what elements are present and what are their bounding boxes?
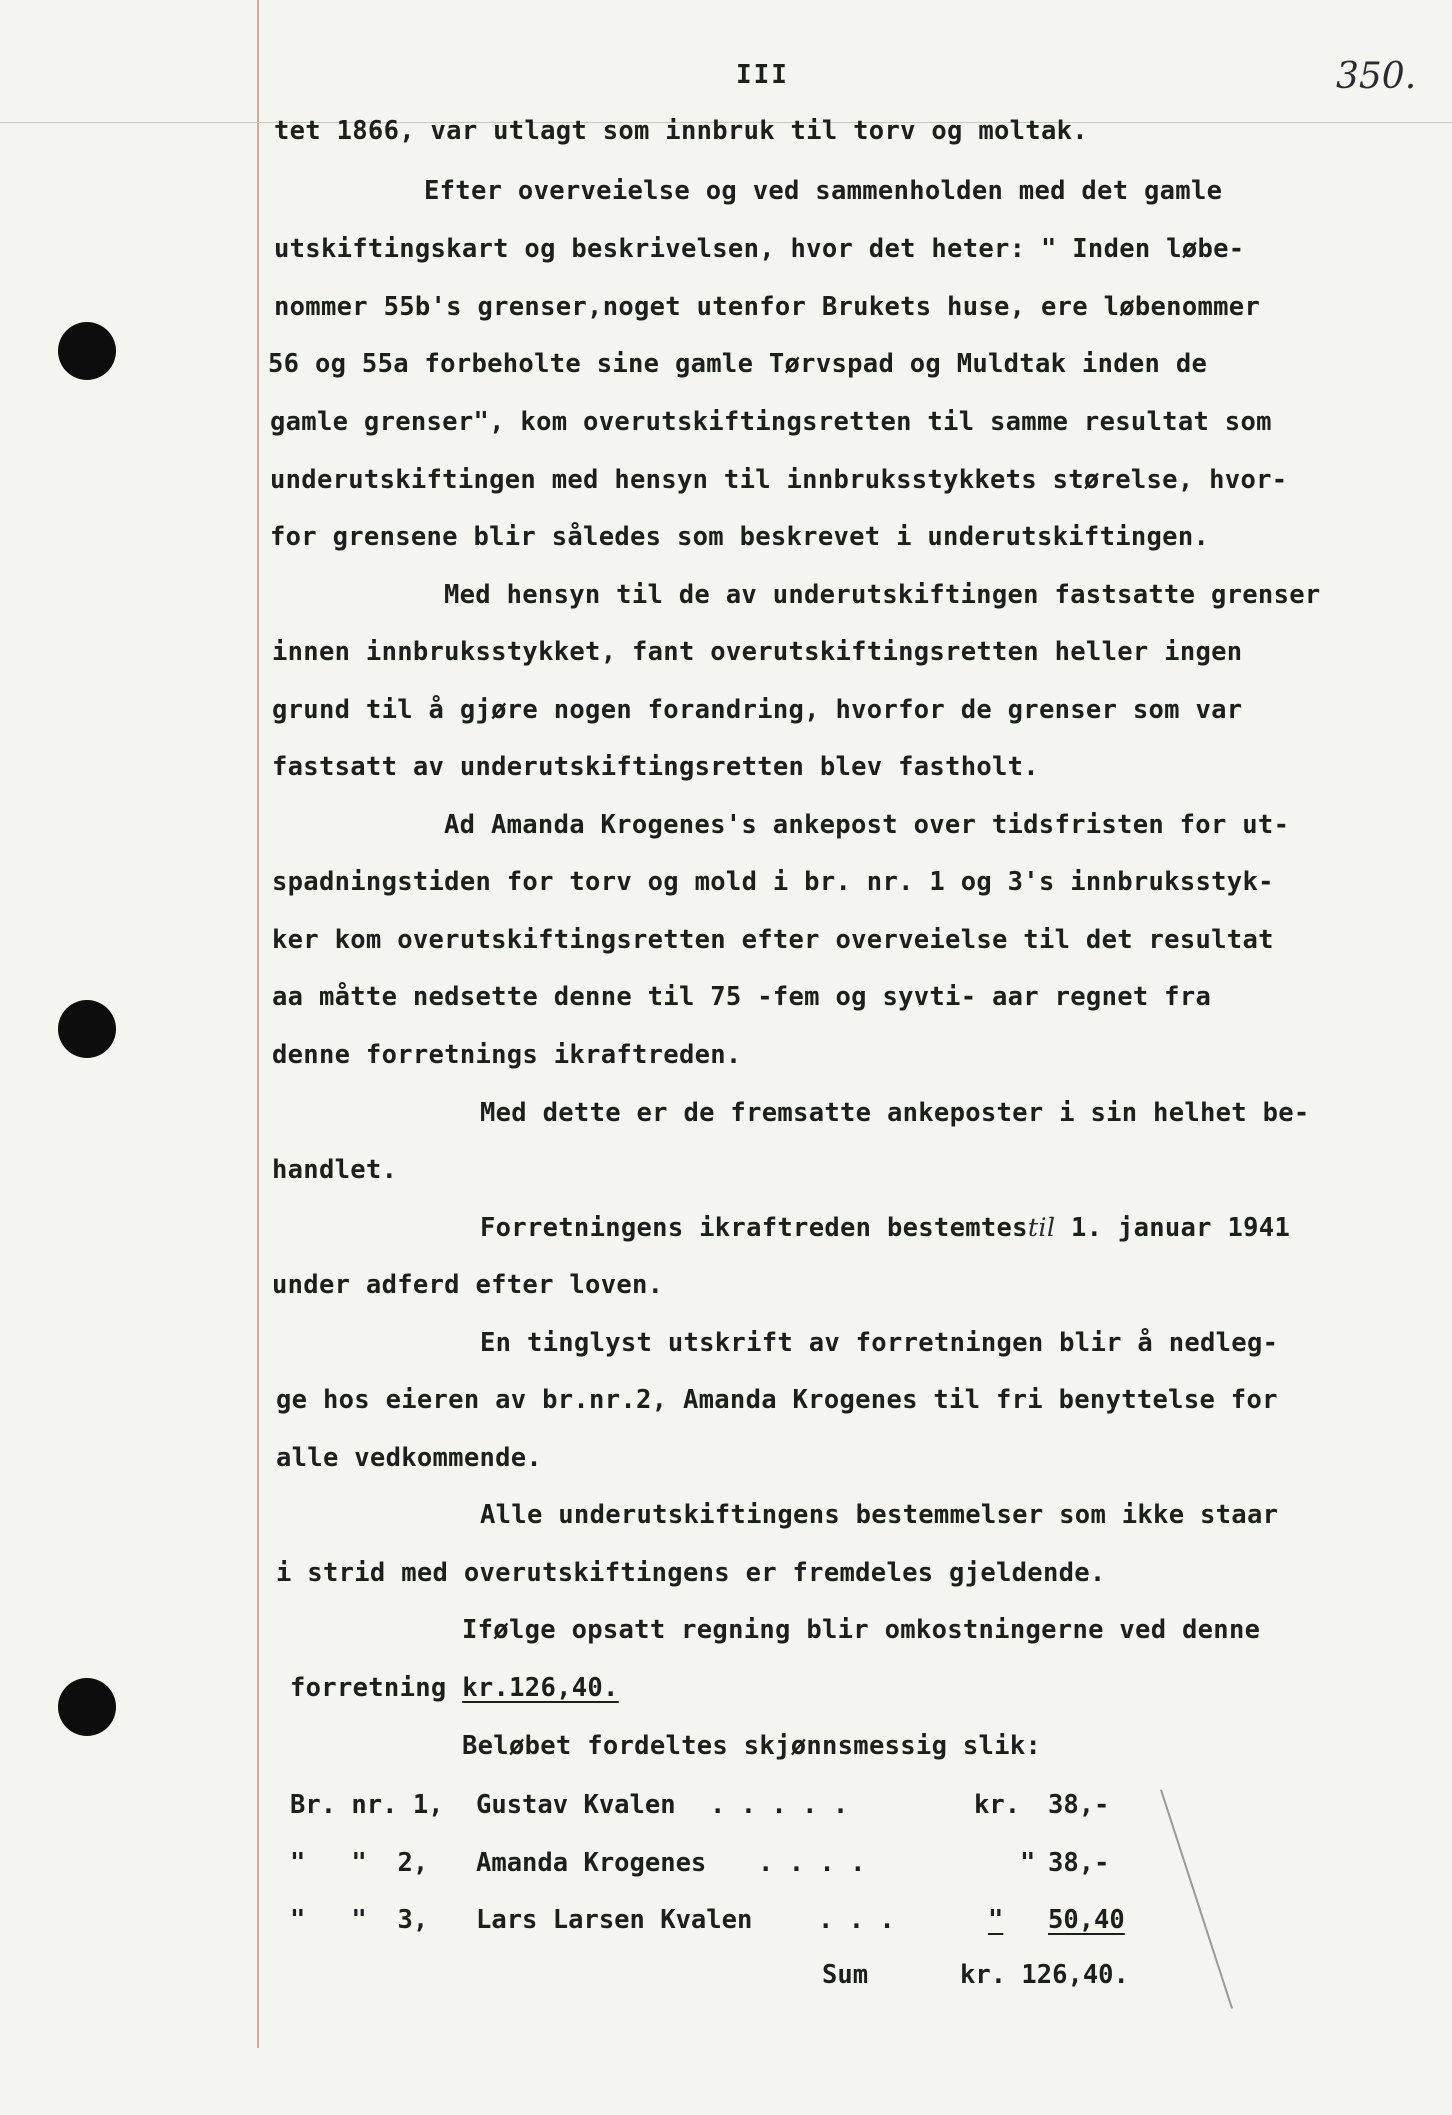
ledger-dots: . . . . . <box>710 1790 849 1820</box>
ledger-ref: Br. nr. 1, <box>290 1790 444 1820</box>
text-line: Ad Amanda Krogenes's ankepost over tidsfristen for ut- <box>444 810 1290 840</box>
page-number: 350. <box>1336 56 1417 97</box>
text-line: tet 1866, var utlagt som innbruk til torv og moltak. <box>274 116 1088 146</box>
ledger-row <box>290 1790 1140 1824</box>
cost-amount: kr.126,40. <box>462 1673 619 1703</box>
ledger-ref: " " 2, <box>290 1848 429 1878</box>
ledger-sum-row <box>290 1960 1140 1994</box>
text-line: Med dette er de fremsatte ankeposter i sin helhet be- <box>480 1098 1310 1128</box>
ledger-sum-label: Sum <box>822 1960 869 1990</box>
ledger-currency: " <box>1020 1848 1036 1878</box>
text-line: handlet. <box>272 1155 398 1185</box>
page-roman-numeral: III <box>736 60 789 90</box>
text-line: En tinglyst utskrift av forretningen blir å nedleg- <box>480 1328 1279 1358</box>
ledger-name: Amanda Krogenes <box>476 1848 707 1878</box>
text-line: Beløbet fordeltes skjønnsmessig slik: <box>462 1731 1042 1761</box>
text-line: Efter overveielse og ved sammenholden med det gamle <box>424 176 1223 206</box>
ledger-name: Gustav Kvalen <box>476 1790 676 1820</box>
ledger-dots: . . . . <box>758 1848 866 1878</box>
text-line: underutskiftingen med hensyn til innbruksstykkets størelse, hvor- <box>270 465 1288 495</box>
text-line: fastsatt av underutskiftingsretten blev fastholt. <box>272 752 1039 782</box>
text-line: Med hensyn til de av underutskiftingen fastsatte grenser <box>444 580 1321 610</box>
punch-hole <box>58 322 116 380</box>
text-line: spadningstiden for torv og mold i br. nr. 1 og 3's innbruksstyk- <box>272 867 1274 897</box>
text-line: for grensene blir således som beskrevet i underutskiftingen. <box>270 522 1210 552</box>
ledger-currency: kr. <box>974 1790 1021 1820</box>
text-line: utskiftingskart og beskrivelsen, hvor det heter: " Inden løbe- <box>274 234 1245 264</box>
margin-line <box>257 0 259 2048</box>
text-line: denne forretnings ikraftreden. <box>272 1040 742 1070</box>
ledger-row <box>290 1905 1140 1939</box>
ledger-row <box>290 1848 1140 1882</box>
ledger-amount: 38,- <box>1048 1848 1110 1878</box>
ledger-name: Lars Larsen Kvalen <box>476 1905 753 1935</box>
text-line: under adferd efter loven. <box>272 1270 664 1300</box>
text-line: nommer 55b's grenser,noget utenfor Brukets huse, ere løbenommer <box>274 292 1261 322</box>
text-line: ker kom overutskiftingsretten efter overveielse til det resultat <box>272 925 1274 955</box>
text-line: innen innbruksstykket, fant overutskiftingsretten heller ingen <box>272 637 1243 667</box>
text-segment: forretning <box>290 1673 463 1703</box>
text-line: grund til å gjøre nogen forandring, hvorfor de grenser som var <box>272 695 1243 725</box>
ledger-sum-amount: kr. 126,40. <box>960 1960 1129 1990</box>
handwritten-insert: til <box>1027 1213 1056 1243</box>
text-line: 56 og 55a forbeholte sine gamle Tørvspad og Muldtak inden de <box>268 349 1208 379</box>
punch-hole <box>58 1678 116 1736</box>
ledger-dots: . . . <box>818 1905 895 1935</box>
text-line <box>290 1673 619 1703</box>
ledger-amount: 38,- <box>1048 1790 1110 1820</box>
ledger-ref: " " 3, <box>290 1905 429 1935</box>
text-line: ge hos eieren av br.nr.2, Amanda Krogenes til fri benyttelse for <box>276 1385 1278 1415</box>
text-segment: Forretningens ikraftreden bestemtes <box>480 1213 1028 1243</box>
punch-hole <box>58 1000 116 1058</box>
text-segment: 1. januar 1941 <box>1055 1213 1291 1243</box>
text-line: i strid med overutskiftingens er fremdeles gjeldende. <box>276 1558 1106 1588</box>
text-line <box>480 1213 1290 1243</box>
text-line: Ifølge opsatt regning blir omkostningerne ved denne <box>462 1615 1261 1645</box>
text-line: aa måtte nedsette denne til 75 -fem og syvti- aar regnet fra <box>272 982 1212 1012</box>
text-line: gamle grenser", kom overutskiftingsretten til samme resultat som <box>270 407 1272 437</box>
ledger-currency: " <box>988 1905 1004 1935</box>
text-line: Alle underutskiftingens bestemmelser som ikke staar <box>480 1500 1279 1530</box>
pencil-stroke <box>1160 1789 1233 2008</box>
ledger-amount: 50,40 <box>1048 1905 1125 1935</box>
text-line: alle vedkommende. <box>276 1443 543 1473</box>
